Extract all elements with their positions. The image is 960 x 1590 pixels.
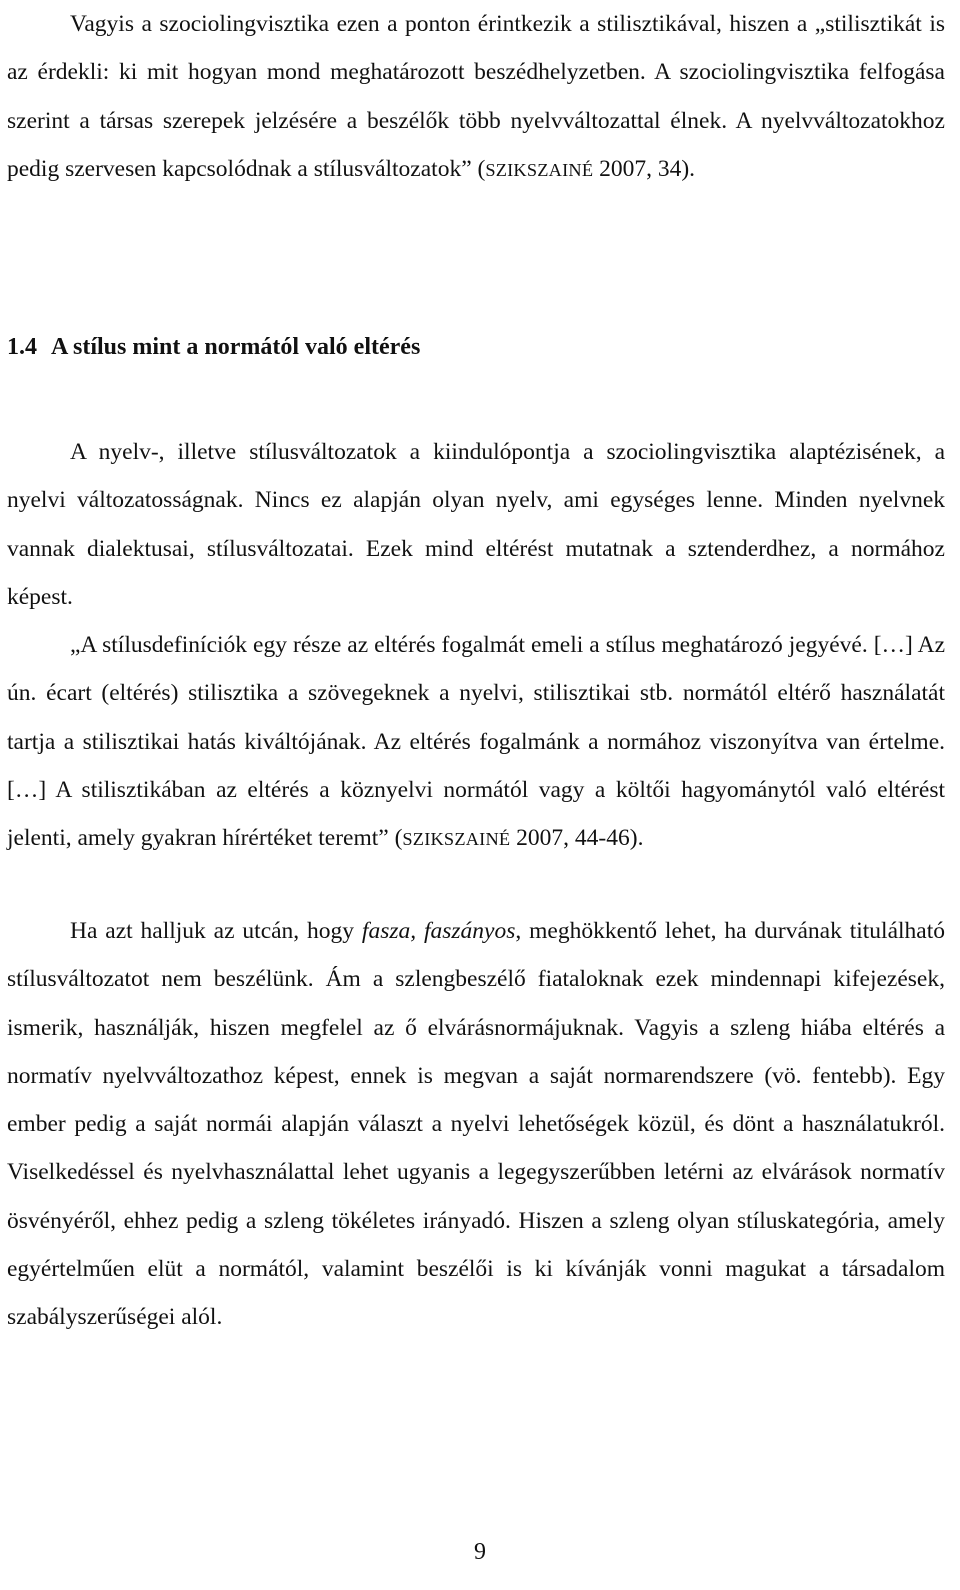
paragraph-quote-text: „A stílusdefiníciók egy része az eltérés fogalmát emeli a stílus meghatározó jegyévé. […] Az ún. écart (eltérés) stilisztika a szövegeknek a nyelvi, stilisztikai stb. normától eltérő használatát tartja a stilisztikai hatás kiváltójának. Az eltérés fogalmánk a normához viszonyítva van értelme. […] A stilisztikában az eltérés a köznyelvi normától vagy a költői hagyománytól való eltérést jelenti, amely gyakran hírértéket teremt” ( — [7, 632, 945, 852]
citation-year-page: 2007, 34). — [593, 155, 696, 182]
citation-author: SZIKSZAINÉ — [485, 159, 594, 180]
page-number: 9 — [474, 1539, 486, 1565]
paragraph-slang-lead: Ha azt halljuk az utcán, hogy — [70, 918, 362, 944]
paragraph-slang-text: , meghökkentő lehet, ha durvának titulálható stílusváltozatot nem beszélünk. Ám a szlengbeszélő fiataloknak ezek mindennapi kifejezések, ismerik, használják, hiszen megfelel az ő elvárásnormájuknak. Vagyis a szleng hiába eltérés a normatív nyelvváltozathoz képest, ennek is megvan a saját normarendszere (vö. fentebb). Egy ember pedig a saját normái alapján választ a nyelvi lehetőségek közül, és dönt a használatukról. Viselkedéssel és nyelvhasználattal lehet ugyanis a legegyszerűbben letérni az elvárások normatív ösvényéről, ehhez pedig a szleng tökéletes irányadó. Hiszen a szleng olyan stíluskategória, amely egyértelműen elüt a normától, valamint beszélői is ki kívánják vonni magukat a társadalom szabályszerűségei alól. — [7, 918, 945, 1331]
paragraph-intro — [7, 0, 945, 194]
paragraph-intro-text: Vagyis a szociolingvisztika ezen a ponton érintkezik a stilisztikával, hiszen a „stilisztikát is az érdekli: ki mit hogyan mond meghatározott beszédhelyzetben. A szociolingvisztika felfogása szerint a társas szerepek jelzésére a beszélők több nyelvváltozattal élnek. A nyelvváltozatokhoz pedig szervesen kapcsolódnak a stílusváltozatok” ( — [7, 11, 945, 182]
citation-year-page: 2007, 44-46). — [510, 825, 644, 852]
slang-example: fasza, faszányos — [361, 918, 516, 944]
section-title: A stílus mint a normától való eltérés — [51, 334, 421, 360]
section-number: 1.4 — [7, 334, 37, 360]
paragraph-slang — [7, 907, 945, 1342]
citation-author: SZIKSZAINÉ — [402, 829, 511, 850]
paragraph-quote — [7, 621, 945, 863]
paragraph-variation: A nyelv-, illetve stílusváltozatok a kiindulópontja a szociolingvisztika alaptézisének, a nyelvi változatosságnak. Nincs ez alapján olyan nyelv, ami egységes lenne. Minden nyelvnek vannak dialektusai, stílusváltozatai. Ezek mind eltérést mutatnak a sztenderdhez, a normához képest. — [7, 439, 945, 610]
section-heading — [7, 327, 420, 367]
